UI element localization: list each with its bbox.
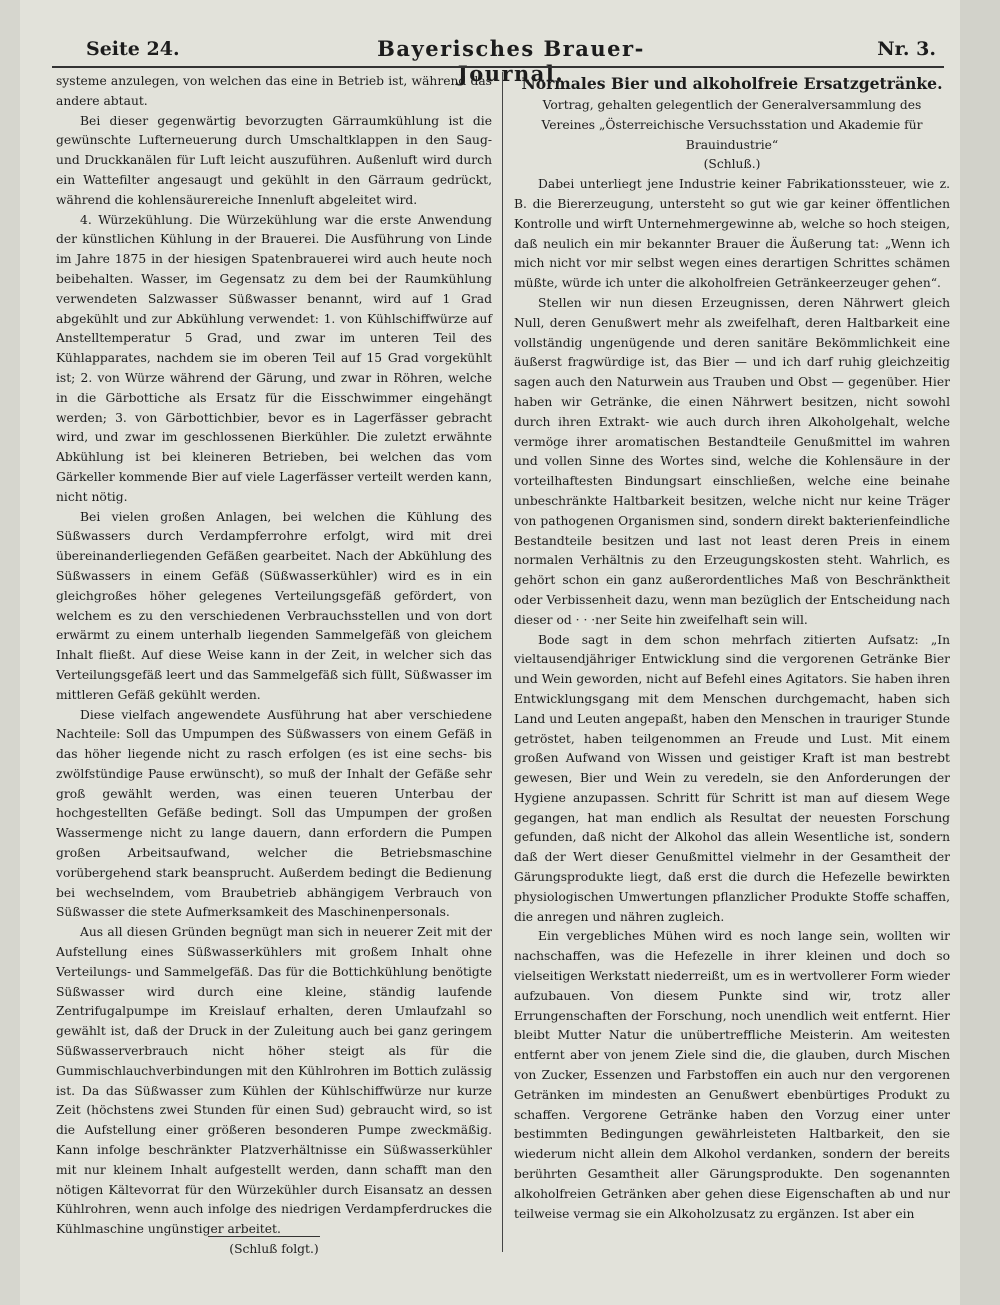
- article-title: Normales Bier und alkoholfreie Ersatzgetränke.: [521, 74, 943, 93]
- paragraph: Bode sagt in dem schon mehrfach zitierten Aufsatz: „In vieltausendjähriger Entwicklung sind die vergorenen Getränke Bier und Wein geworden, nicht auf Befehl eines Agitators. Sie haben ihren Entwicklungsgang mit dem Menschen durchgemacht, haben sich Land und Leuten angepaßt, haben den Menschen in trauriger Stunde getröstet, haben teilgenommen an Freude und Lust. Mit einem großen Aufwand von Wissen und geistiger Kraft ist man bestrebt gewesen, Bier und Wein zu veredeln, sie den Anforderungen der Hygiene anzupassen. Schritt für Schritt ist man auf diesem Wege gegangen, hat man endlich als Resultat der neuesten Forschung gefunden, daß nicht der Alkohol das allein Wesentliche ist, sondern daß der Wert dieser Genußmittel vielmehr in der Gesamtheit der Gärungsprodukte liegt, daß erst die durch die Hefezelle bewirkten physiologischen Umwertungen pflanzlicher Produkte Stoffe schaffen, die anregen und nähren zugleich.: [514, 632, 950, 924]
- paragraph: Diese vielfach angewendete Ausführung hat aber verschiedene Nachteile: Soll das Umpumpen des Süßwassers von einem Gefäß in das höher liegende nicht zu rasch erfolgen (es ist eine sechs- bis zwölfstündige Pause erwünscht), so muß der Inhalt der Gefäße sehr groß gewählt werden, was einen teueren Unterbau der hochgestellten Gefäße bedingt. Soll das Umpumpen der großen Wassermenge nicht zu lange dauern, dann erfordern die Pumpen großen Arbeitsaufwand, welcher die Betriebsmaschine vorübergehend stark beansprucht. Außerdem bedingt die Bedienung bei wechselndem, vom Braubetrieb abhängigem Verbrauch von Süßwasser die stete Aufmerksamkeit des Maschinenpersonals.: [56, 707, 492, 920]
- paragraph: Bei dieser gegenwärtig bevorzugten Gärraumkühlung ist die gewünschte Lufterneuerung durch Umschaltklappen in den Saug- und Druckkanälen für Luft leicht auszuführen. Außenluft wird durch ein Wattefilter angesaugt und gekühlt in den Gärraum gedrückt, während die kohlensäurereiche Innenluft abgeleitet wird.: [56, 113, 492, 207]
- article-subtitle: Vortrag, gehalten gelegentlich der Generalversammlung des Vereines „Österreichische Versuchsstation und Akademie für Brauindustrie“: [541, 98, 923, 152]
- article-end-rule: [208, 1236, 320, 1237]
- paragraph: Stellen wir nun diesen Erzeugnissen, deren Nährwert gleich Null, deren Genußwert mehr als zweifelhaft, deren Haltbarkeit eine vollständig ungenügende und deren sanitäre Bekömmlichkeit eine äußerst fragwürdige ist, das Bier — und ich darf ruhig gleichzeitig sagen auch den Naturwein aus Trauben und Obst — gegenüber. Hier haben wir Getränke, die einen Nährwert besitzen, nicht sowohl durch ihren Extrakt- wie auch durch ihren Alkoholgehalt, welche vermöge ihrer aromatischen Bestandteile Genußmittel im wahren und vollen Sinne des Wortes sind, welche die Kohlensäure in der vorteilhaftesten Bindungsart einschließen, welche eine beinahe unbeschränkte Haltbarkeit besitzen, welche nicht nur keine Träger von pathogenen Organismen sind, sondern direkt bakterienfeindliche Bestandteile besitzen und last not least deren Preis in einem normalen Verhältnis zu den Erzeugungskosten steht. Wahrlich, es gehört schon ein ganz außerordentliches Maß von Beschränktheit oder Verbissenheit dazu, wenn man bezüglich der Entscheidung nach dieser od · · ·ner Seite hin zweifelhaft sein will.: [514, 295, 950, 627]
- header-rule: [52, 66, 944, 68]
- scan-edge-right: [960, 0, 1000, 1305]
- paragraph: Ein vergebliches Mühen wird es noch lange sein, wollten wir nachschaffen, was die Hefezelle in ihrer kleinen und doch so vielseitigen Werkstatt niederreißt, um es in wertvollerer Form wieder aufzubauen. Von diesem Punkte sind wir, trotz aller Errungenschaften der Forschung, noch unendlich weit entfernt. Hier bleibt Mutter Natur die unübertreffliche Meisterin. Am weitesten entfernt aber von jenem Ziele sind die, die glauben, durch Mischen von Zucker, Essenzen und Farbstoffen ein auch nur den vergorenen Getränken im mindesten an Genußwert ebenbürtiges Produkt zu schaffen. Vergorene Getränke haben den Vorzug einer unter bestimmten Bedingungen gewährleisteten Haltbarkeit, den sie wiederum nicht allein dem Alkohol verdanken, sondern der bereits berührten Gesamtheit aller Gärungsprodukte. Den sogenannten alkoholfreien Getränken aber gehen diese Eigenschaften ab und nur teilweise vermag sie ein Alkoholzusatz zu ergänzen. Ist aber ein: [514, 929, 950, 1221]
- paragraph: Bei vielen großen Anlagen, bei welchen die Kühlung des Süßwassers durch Verdampferrohre erfolgt, wird mit drei übereinanderliegenden Gefäßen gearbeitet. Nach der Abkühlung des Süßwassers in einem Gefäß (Süßwasserkühler) wird es in ein gleichgroßes höher gelegenes Verteilungsgefäß gefördert, von welchem es zu den verschiedenen Verbrauchsstellen und von dort erwärmt zu einem unterhalb liegenden Sammelgefäß von gleichem Inhalt fließt. Auf diese Weise kann in der Zeit, in welcher sich das Verteilungsgefäß leert und das Sammelgefäß sich füllt, Süßwasser im mittleren Gefäß gekühlt werden.: [56, 509, 492, 702]
- left-column: [56, 72, 492, 1260]
- paragraph: Aus all diesen Gründen begnügt man sich in neuerer Zeit mit der Aufstellung eines Süßwasserkühlers mit großem Inhalt ohne Verteilungs- und Sammelgefäß. Das für die Bottichkühlung benötigte Süßwasser wird durch eine kleine, ständig laufende Zentrifugalpumpe im Kreislauf erhalten, deren Umlaufzahl so gewählt ist, daß der Druck in der Zuleitung auch bei ganz geringem Süßwasserverbrauch nicht höher steigt als für die Gummischlauchverbindungen mit den Kühlrohren im Bottich zulässig ist. Da das Süßwasser zum Kühlen der Kühlschiffwürze nur kurze Zeit (höchstens zwei Stunden für einen Sud) gebraucht wird, so ist die Aufstellung einer größeren besonderen Pumpe zweckmäßig. Kann infolge beschränkter Platzverhältnisse ein Süßwasserkühler mit nur kleinem Inhalt aufgestellt werden, dann schafft man den nötigen Kältevorrat für den Würzekühler durch Eisansatz an dessen Kühlrohren, wenn auch infolge des niedrigen Verdampferdruckes die Kühlmaschine ungünstiger arbeitet.: [56, 925, 492, 1237]
- continued-note: (Schluß folgt.): [229, 1242, 319, 1257]
- column-divider: [502, 72, 503, 1252]
- issue-number: Nr. 3.: [877, 38, 936, 60]
- paragraph: 4. Würzekühlung. Die Würzekühlung war die erste Anwendung der künstlichen Kühlung in der Brauerei. Die Ausführung von Linde im Jahre 1875 in der hiesigen Spatenbrauerei wird auch heute noch beibehalten. Wasser, im Gegensatz zu dem bei der Raumkühlung verwendeten Salzwasser Süßwasser benannt, wird auf 1 Grad abgekühlt und zur Abkühlung verwendet: 1. von Kühlschiffwürze auf Anstelltemperatur 5 Grad, und zwar im unteren Teil des Kühlapparates, nachdem sie im oberen Teil auf 15 Grad vorgekühlt ist; 2. von Würze während der Gärung, und zwar in Röhren, welche in die Gärbottiche als Ersatz für die Eisschwimmer eingehängt werden; 3. von Gärbottichbier, bevor es in Lagerfässer gebracht wird, und zwar im geschlossenen Bierkühler. Die zuletzt erwähnte Abkühlung ist bei kleineren Betrieben, bei welchen das vom Gärkeller kommende Bier auf viele Lagerfässer verteilt werden kann, nicht nötig.: [56, 212, 492, 504]
- journal-title: Bayerisches Brauer-Journal.: [377, 36, 645, 86]
- paragraph: Dabei unterliegt jene Industrie keiner Fabrikationssteuer, wie z. B. die Biererzeugung, untersteht so gut wie gar keiner öffentlichen Kontrolle und wirft Unternehmergewinne ab, welche so hoch steigen, daß neulich ein mir bekannter Brauer die Äußerung tat: „Wenn ich mich nicht vor mir selbst wegen eines derartigen Schrittes schämen müßte, würde ich unter die alkoholfreien Getränkeerzeuger gehen“.: [514, 177, 950, 291]
- scan-shadow-left: [0, 0, 20, 1305]
- paragraph: systeme anzulegen, von welchen das eine in Betrieb ist, während das andere abtaut.: [56, 74, 492, 108]
- page-number: Seite 24.: [86, 38, 180, 60]
- right-column: [514, 72, 950, 1224]
- conclusion-mark: (Schluß.): [703, 157, 761, 172]
